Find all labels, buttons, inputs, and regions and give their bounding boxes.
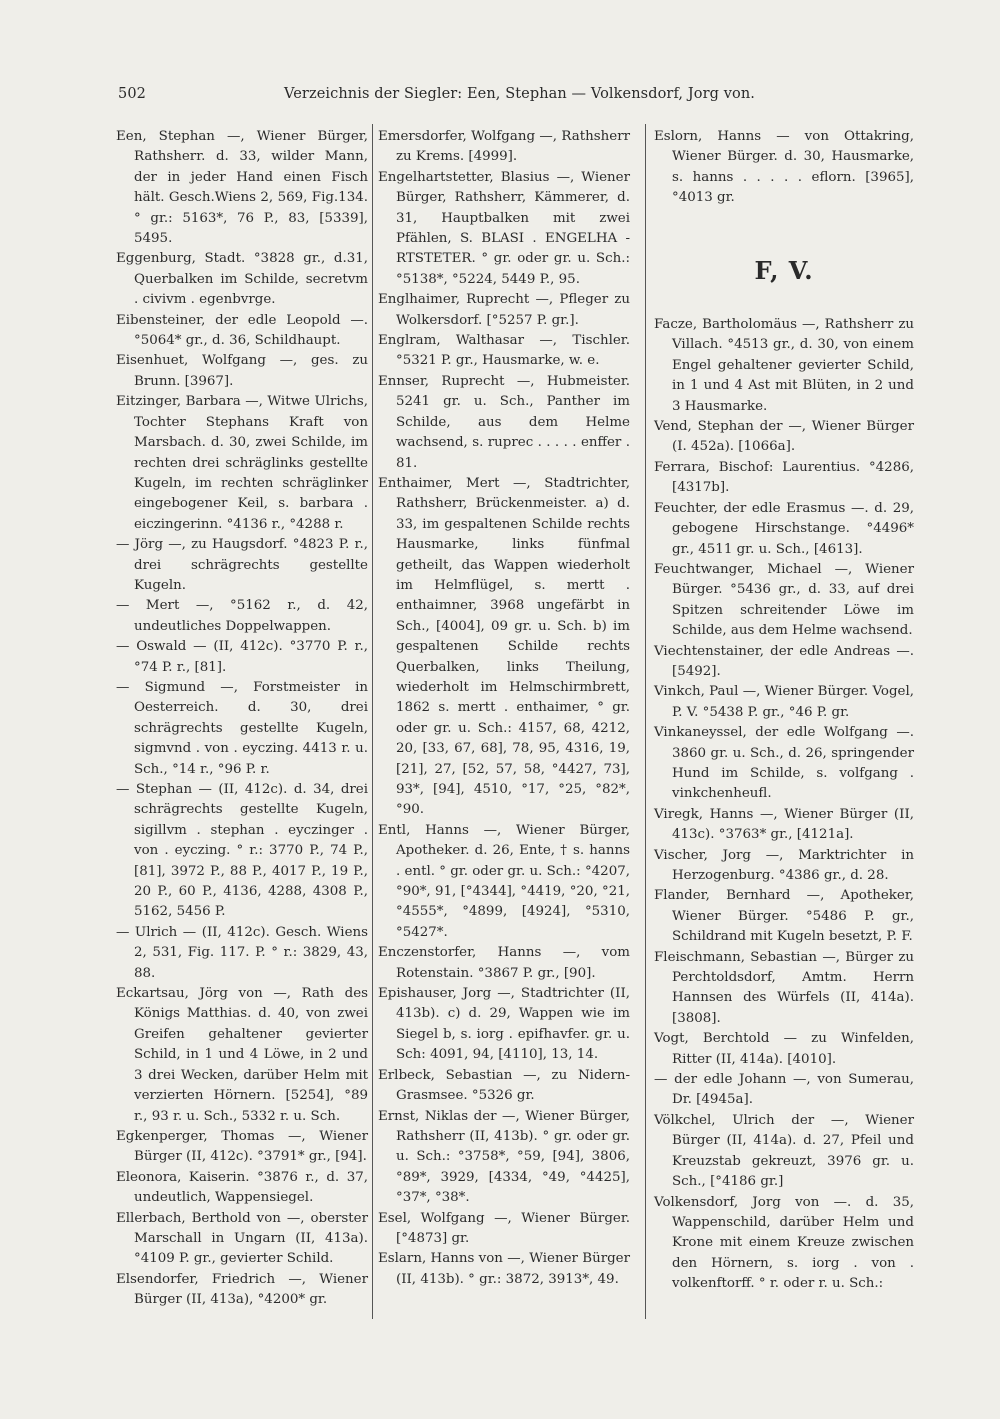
index-entry: — Sigmund —, Forstmeister in Oesterreich. d. 30, drei schrägrechts gestellte Kugeln, sigmvnd . von . eyczing. 4413 r. u. Sch., °14 r., °96 P. r. (116, 679, 368, 777)
section-heading: F, V. (754, 255, 814, 285)
index-entry: Facze, Bartholomäus —, Rathsherr zu Villach. °4513 gr., d. 30, von einem Engel gehaltener gevierter Schild, in 1 und 4 Ast mit Blüten, in 2 und 3 Hausmarke. (654, 317, 914, 414)
index-entry: Englhaimer, Ruprecht —, Pfleger zu Wolkersdorf. [°5257 P. gr.]. (378, 292, 630, 328)
index-entry: Volkensdorf, Jorg von —. d. 35, Wappenschild, darüber Helm und Krone mit einem Kreuze zwischen den Hörnern, s. iorg . von . volkenftorff. ° r. oder r. u. Sch.: (654, 1194, 914, 1292)
index-entry: — Mert —, °5162 r., d. 42, undeutliches Doppelwappen. (116, 598, 368, 634)
index-entry: Völkchel, Ulrich der —, Wiener Bürger (II, 414a). d. 27, Pfeil und Kreuzstab gekreuzt, 3976 gr. u. Sch., [°4186 gr.] (654, 1112, 914, 1190)
index-entry: Ernst, Niklas der —, Wiener Bürger, Rathsherr (II, 413b). ° gr. oder gr. u. Sch.: °3758*, °59, [94], 3806, °89*, 3929, [4334, °49, °4425], °37*, °38*. (378, 1108, 630, 1206)
page-number: 502 (118, 86, 146, 102)
index-entry: Enthaimer, Mert —, Stadtrichter, Rathsherr, Brückenmeister. a) d. 33, im gespaltenen Schilde rechts Hausmarke, links fünfmal getheilt, das Wappen wiederholt im Helmflügel, s. mertt . enthaimner, 3968 ungefärbt in Sch., [4004], 09 gr. u. Sch. b) im gespaltenen Schilde rechts Querbalken, links Theilung, wiederholt im Helmschirmbrett, 1862 s. mertt . enthaimer, ° gr. oder gr. u. Sch.: 4157, 68, 4212, 20, [33, 67, 68], 78, 95, 4316, 19, [21], 27, [52, 57, 58, °4427, 73], 93*, [94], 4510, °17, °25, °82*, °90. (378, 475, 630, 818)
index-entry: Flander, Bernhard —, Apotheker, Wiener Bürger. °5486 P. gr., Schildrand mit Kugeln besetzt, P. F. (654, 888, 914, 945)
index-entry: Vinkch, Paul —, Wiener Bürger. Vogel, P. V. °5438 P. gr., °46 P. gr. (654, 684, 914, 720)
index-entry: Vischer, Jorg —, Marktrichter in Herzogenburg. °4386 gr., d. 28. (654, 847, 914, 883)
column-rule-right (645, 124, 646, 1319)
index-entry: Feuchtwanger, Michael —, Wiener Bürger. °5436 gr., d. 33, auf drei Spitzen schreitender Löwe im Schilde, aus dem Helme wachsend. (654, 561, 914, 639)
index-entry: Eitzinger, Barbara —, Witwe Ulrichs, Tochter Stephans Kraft von Marsbach. d. 30, zwei Schilde, im rechten drei schräglinks gestellte Kugeln, im rechten schräglinker eingebogener Keil, s. barbara . eiczingerinn. °4136 r., °4288 r. (116, 394, 368, 532)
index-entry: — Oswald — (II, 412c). °3770 P. r., °74 P. r., [81]. (116, 639, 368, 675)
index-entry: Eslorn, Hanns — von Ottakring, Wiener Bürger. d. 30, Hausmarke, s. hanns . . . . . eflorn. [3965], °4013 gr. (654, 129, 914, 206)
index-entry: Eibensteiner, der edle Leopold —. °5064* gr., d. 36, Schildhaupt. (116, 312, 368, 349)
index-entry: Eckartsau, Jörg von —, Rath des Königs Matthias. d. 40, von zwei Greifen gehaltener gevierter Schild, in 1 und 4 Löwe, in 2 und 3 drei Wecken, darüber Helm mit verzierten Hörnern. [5254], °89 r., 93 r. u. Sch., 5332 r. u. Sch. (116, 986, 368, 1124)
index-entry: Feuchter, der edle Erasmus —. d. 29, gebogene Hirschstange. °4496* gr., 4511 gr. u. Sch., [4613]. (654, 500, 914, 557)
index-entry: Een, Stephan —, Wiener Bürger, Rathsherr. d. 33, wilder Mann, der in jeder Hand einen Fisch hält. Gesch.Wiens 2, 569, Fig.134. ° gr.: 5163*, 76 P., 83, [5339], 5495. (116, 129, 368, 247)
index-entry: Elsendorfer, Friedrich —, Wiener Bürger (II, 413a), °4200* gr. (116, 1271, 368, 1308)
index-entry: Eslarn, Hanns von —, Wiener Bürger (II, 413b). ° gr.: 3872, 3913*, 49. (378, 1251, 630, 1287)
index-entry: Viechtenstainer, der edle Andreas —. [5492]. (654, 643, 914, 679)
column-rule-left (372, 124, 373, 1319)
index-entry: Englram, Walthasar —, Tischler. °5321 P. gr., Hausmarke, w. e. (378, 333, 630, 369)
index-entry: — der edle Johann —, von Sumerau, Dr. [4945a]. (654, 1072, 914, 1108)
index-entry: Ferrara, Bischof: Laurentius. °4286, [4317b]. (654, 459, 914, 496)
running-title: Verzeichnis der Siegler: Een, Stephan — Volkensdorf, Jorg von. (284, 86, 755, 102)
index-entry: Eisenhuet, Wolfgang —, ges. zu Brunn. [3967]. (116, 353, 368, 389)
index-entry: — Stephan — (II, 412c). d. 34, drei schrägrechts gestellte Kugeln, sigillvm . stephan . eyczinger . von . eyczing. ° r.: 3770 P., 74 P., [81], 3972 P., 88 P., 4017 P., 19 P., 20 P., 60 P., 4136, 4288, 4308 P., 5162, 5456 P. (116, 782, 368, 920)
index-entry: Vend, Stephan der —, Wiener Bürger (I. 452a). [1066a]. (654, 419, 914, 455)
index-entry: — Ulrich — (II, 412c). Gesch. Wiens 2, 531, Fig. 117. P. ° r.: 3829, 43, 88. (116, 924, 368, 981)
column-3 (654, 127, 914, 1295)
column-2 (378, 127, 630, 1290)
index-entry: Eleonora, Kaiserin. °3876 r., d. 37, undeutlich, Wappensiegel. (116, 1169, 368, 1206)
index-entry: Egkenperger, Thomas —, Wiener Bürger (II, 412c). °3791* gr., [94]. (116, 1128, 368, 1165)
index-entry: Fleischmann, Sebastian —, Bürger zu Perchtoldsdorf, Amtm. Herrn Hannsen des Würfels (II, 414a). [3808]. (654, 949, 914, 1026)
index-entry: Vinkaneyssel, der edle Wolfgang —. 3860 gr. u. Sch., d. 26, springender Hund im Schilde, s. volfgang . vinkchenheufl. (654, 725, 914, 802)
index-entry: Ellerbach, Berthold von —, oberster Marschall in Ungarn (II, 413a). °4109 P. gr., gevierter Schild. (116, 1210, 368, 1267)
index-entry: Ennser, Ruprecht —, Hubmeister. 5241 gr. u. Sch., Panther im Schilde, aus dem Helme wachsend, s. ruprec . . . . . enffer . 81. (378, 373, 630, 471)
index-entry: Entl, Hanns —, Wiener Bürger, Apotheker. d. 26, Ente, † s. hanns . entl. ° gr. oder gr. u. Sch.: °4207, °90*, 91, [°4344], °4419, °20, °21, °4555*, °4899, [4924], °5310, °5427*. (378, 822, 630, 940)
index-entry: Engelhartstetter, Blasius —, Wiener Bürger, Rathsherr, Kämmerer, d. 31, Hauptbalken mit zwei Pfählen, S. BLASI . ENGELHA - RTSTETER. ° gr. oder gr. u. Sch.: °5138*, °5224, 5449 P., 95. (378, 169, 630, 287)
index-entry: Emersdorfer, Wolfgang —, Rathsherr zu Krems. [4999]. (378, 129, 630, 165)
index-entry: — Jörg —, zu Haugsdorf. °4823 P. r., drei schrägrechts gestellte Kugeln. (116, 537, 368, 593)
column-1 (116, 127, 368, 1311)
index-entry: Esel, Wolfgang —, Wiener Bürger. [°4873] gr. (378, 1210, 630, 1246)
index-entry: Epishauser, Jorg —, Stadtrichter (II, 413b). c) d. 29, Wappen wie im Siegel b, s. iorg . epifhavfer. gr. u. Sch: 4091, 94, [4110], 13, 14. (378, 986, 630, 1063)
index-entry: Erlbeck, Sebastian —, zu Nidern-Grasmsee. °5326 gr. (378, 1067, 630, 1104)
index-entry: Viregk, Hanns —, Wiener Bürger (II, 413c). °3763* gr., [4121a]. (654, 806, 914, 843)
index-entry: Eggenburg, Stadt. °3828 gr., d.31, Querbalken im Schilde, secretvm . civivm . egenbvrge. (116, 251, 368, 308)
index-entry: Enczenstorfer, Hanns —, vom Rotenstain. °3867 P. gr., [90]. (378, 945, 630, 981)
index-entry: Vogt, Berchtold — zu Winfelden, Ritter (II, 414a). [4010]. (654, 1031, 914, 1067)
